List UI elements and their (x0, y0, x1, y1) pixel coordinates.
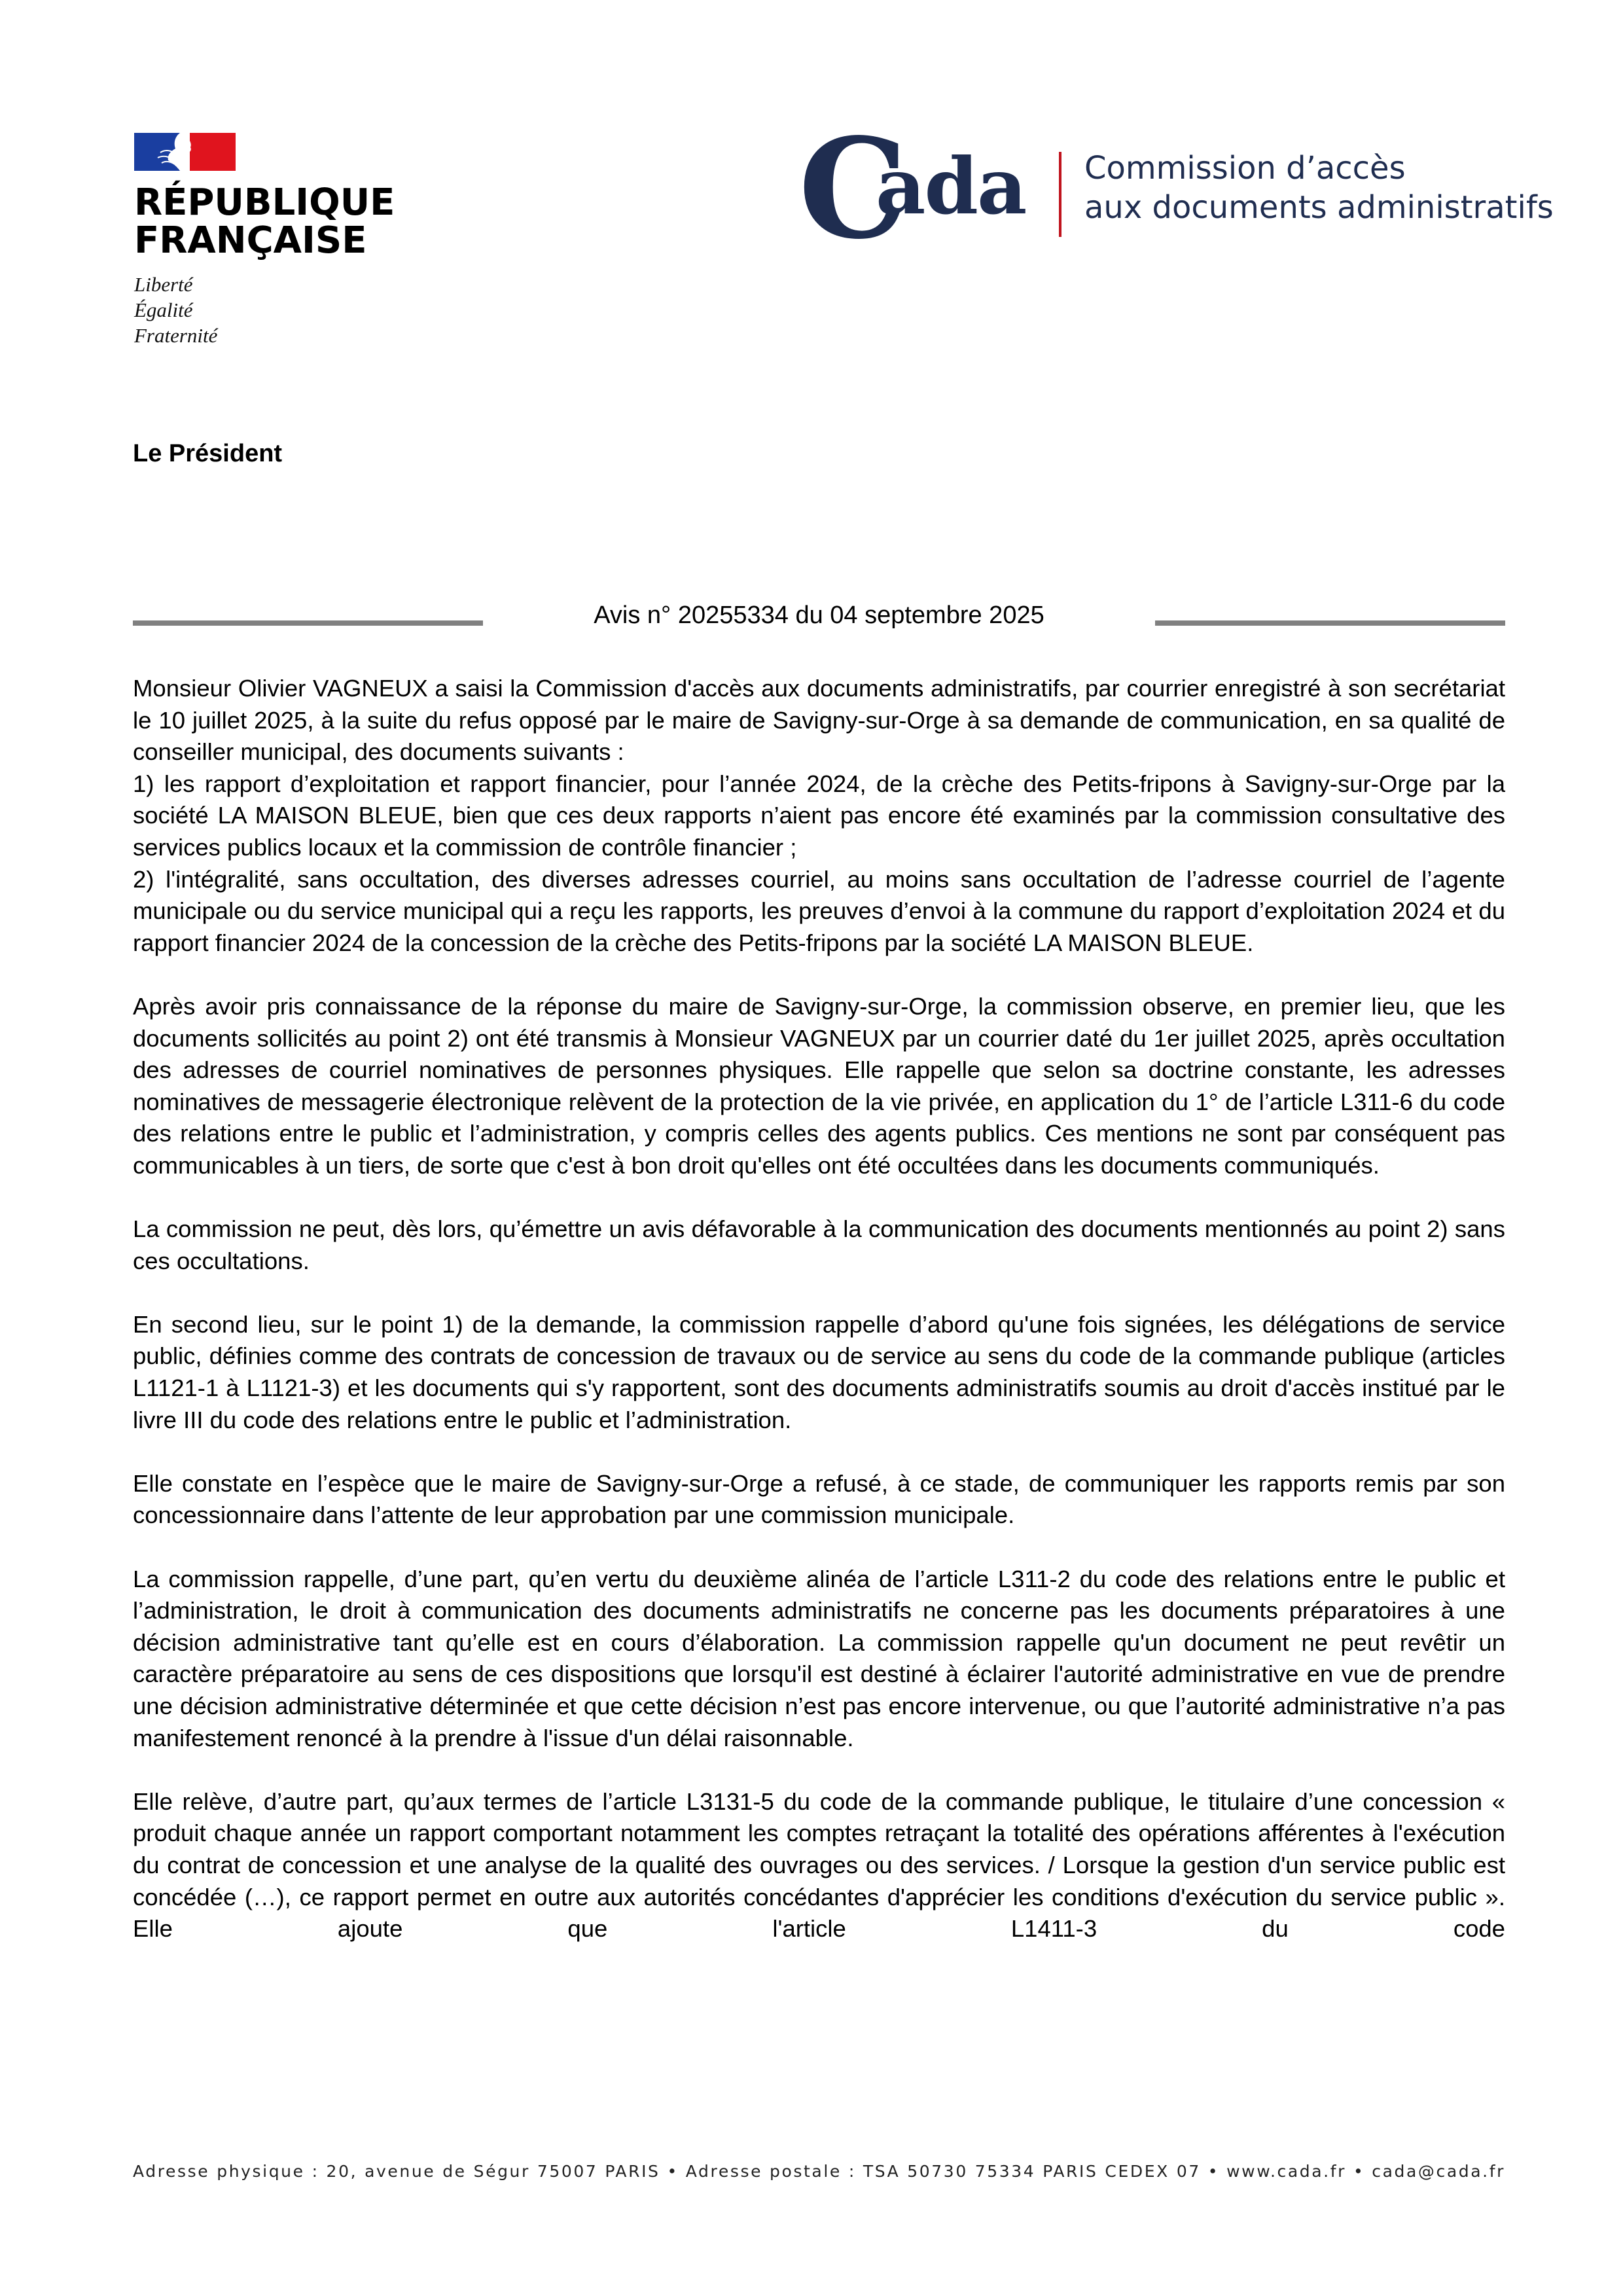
paragraph-unfavorable-opinion: La commission ne peut, dès lors, qu’émettre un avis défavorable à la communication des documents mentionnés au point 2) sans ces occultations. (133, 1215, 1505, 1274)
avis-body (133, 673, 1505, 1945)
title-rule-right (1155, 620, 1505, 626)
paragraph-concession-report: Elle relève, d’autre part, qu’aux termes de l’article L3131-5 du code de la commande publique, le titulaire d’une concession « produit chaque année un rapport comportant notamment les comptes retraçant la totalité des opérations afférentes à l'exécution du contrat de concession et une analyse de la qualité des ouvrages ou des services. / Lorsque la gestion d'un service public est concédée (…), ce rapport permet en outre aux autorités concédantes d'apprécier les conditions d'exécution du service public ». Elle ajoute que l'article L1411-3 du code (133, 1787, 1505, 1943)
paragraph-preparatory-documents: La commission rappelle, d’une part, qu’en vertu du deuxième alinéa de l’article L311-2 du code des relations entre le public et l’administration, le droit à communication des documents administratifs ne concerne pas les documents préparatoires à une décision administrative tant qu’elle est en cours d’élaboration. La commission rappelle qu'un document ne peut revêtir un caractère préparatoire au sens de ces dispositions que lorsqu'il est destiné à éclairer l'autorité administrative en vue de prendre une décision administrative déterminée et que cette décision n’est pas encore intervenue, ou que l’autorité administrative n’a pas manifestement renoncé à la prendre à l'issue d'un délai raisonnable. (133, 1565, 1505, 1751)
avis-title: Avis n° 20255334 du 04 septembre 2025 (594, 601, 1044, 629)
cada-tagline: Commission d’accès aux documents administratifs (1084, 150, 1554, 226)
footer-address: Adresse physique : 20, avenue de Ségur 75007 PARIS • Adresse postale : TSA 50730 75334 PARIS CEDEX 07 • www.cada.fr • cada@cada.fr (133, 2162, 1505, 2181)
marianne-flag-icon (134, 133, 236, 171)
paragraph-first-observation: Après avoir pris connaissance de la réponse du maire de Savigny-sur-Orge, la commission observe, en premier lieu, que les documents sollicités au point 2) ont été transmis à Monsieur VAGNEUX par un courrier daté du 1er juillet 2025, après occultation des adresses de courriel nominatives de personnes physiques. Elle rappelle que selon sa doctrine constante, les adresses nominatives de messagerie électronique relèvent de la protection de la vie privée, en application du 1° de l’article L311-6 du code des relations entre le public et l’administration, y compris celles des agents publics. Ces mentions ne sont par conséquent pas communicables à un tiers, de sorte que c'est à bon droit qu'elles ont été occultées dans les documents communiqués. (133, 992, 1505, 1179)
cada-logo-separator (1059, 152, 1061, 237)
paragraph-intro: Monsieur Olivier VAGNEUX a saisi la Commission d'accès aux documents administratifs, par courrier enregistré à son secrétariat le 10 juillet 2025, à la suite du refus opposé par le maire de Savigny-sur-Orge à sa demande de communication, en sa qualité de conseiller municipal, des documents suivants : (133, 675, 1505, 766)
avis-header (133, 599, 1505, 638)
cada-logo: C ada Commission d’accès aux documents administratifs (798, 108, 1554, 270)
republique-francaise-logo (134, 133, 395, 348)
republique-motto: Liberté Égalité Fraternité (134, 273, 218, 347)
paragraph-mayor-refusal: Elle constate en l’espèce que le maire de Savigny-sur-Orge a refusé, à ce stade, de communiquer les rapports remis par son concessionnaire dans l’attente de leur approbation par une commission municipale. (133, 1469, 1505, 1529)
paragraph-point-1: 1) les rapport d’exploitation et rapport financier, pour l’année 2024, de la crèche des Petits-fripons à Savigny-sur-Orge par la société LA MAISON BLEUE, bien que ces deux rapports n’aient pas encore été examinés par la commission consultative des services publics locaux et la commission de contrôle financier ; (133, 770, 1505, 861)
paragraph-point-2: 2) l'intégralité, sans occultation, des diverses adresses courriel, au moins sans occultation de l’adresse courriel de l’agente municipale ou du service municipal qui a reçu les rapports, les preuves d’envoi à la commune du rapport d’exploitation 2024 et du rapport financier 2024 de la concession de la crèche des Petits-fripons par la société LA MAISON BLEUE. (133, 865, 1505, 956)
signatory-title: Le Président (133, 440, 283, 467)
republique-francaise-name: RÉPUBLIQUE FRANÇAISE (134, 181, 395, 262)
paragraph-second-point: En second lieu, sur le point 1) de la demande, la commission rappelle d’abord qu'une fois signées, les délégations de service public, définies comme des contrats de concession de travaux ou de service au sens du code de la commande publique (articles L1121-1 à L1121-3) et les documents qui s'y rapportent, sont des documents administratifs soumis au droit d'accès institué par le livre III du code des relations entre le public et l’administration. (133, 1310, 1505, 1433)
